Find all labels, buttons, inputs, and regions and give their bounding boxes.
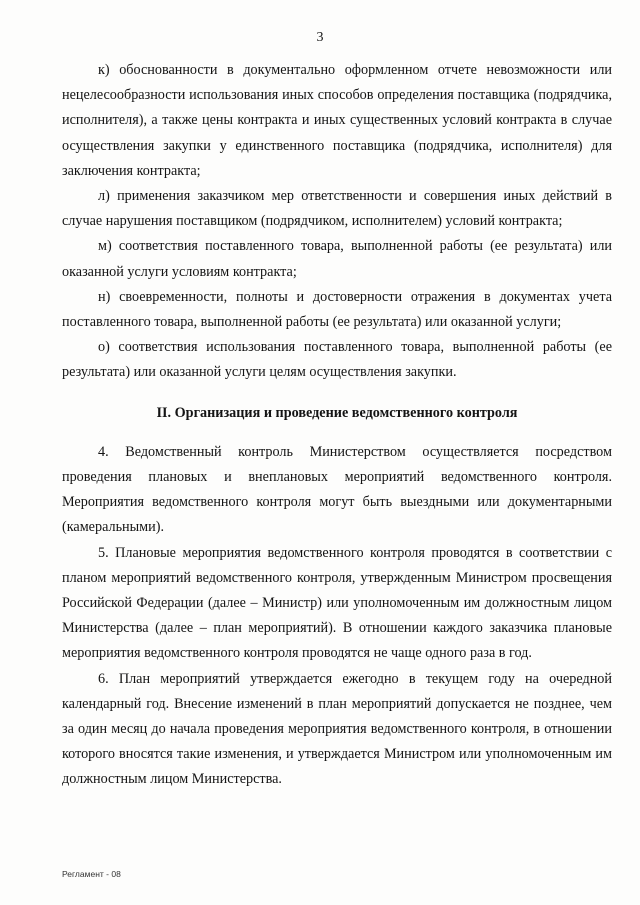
document-body	[62, 58, 612, 793]
paragraph-o: о) соответствия использования поставленного товара, выполненной работы (ее результата) или оказанной услуги целям осуществления закупки.	[62, 339, 612, 381]
paragraph-5: 5. Плановые мероприятия ведомственного контроля проводятся в соответствии с планом мероприятий ведомственного контроля, утвержденным Министром просвещения Российской Федерации (далее – Министр) или уполномоченным им должностным лицом Министерства (далее – план мероприятий). В отношении каждого заказчика плановые мероприятия ведомственного контроля проводятся не чаще одного раза в год.	[62, 544, 612, 662]
paragraph-k: к) обоснованности в документально оформленном отчете невозможности или нецелесообразности использования иных способов определения поставщика (подрядчика, исполнителя), а также цены контракта и иных существенных условий контракта в случае осуществления закупки у единственного поставщика (подрядчика, исполнителя) для заключения контракта;	[62, 62, 612, 179]
page-number: 3	[316, 30, 324, 45]
paragraph-4: 4. Ведомственный контроль Министерством осуществляется посредством проведения плановых и внеплановых мероприятий ведомственного контроля. Мероприятия ведомственного контроля могут быть выездными или документарными (камеральными).	[62, 443, 612, 536]
section-heading: II. Организация и проведение ведомственного контроля	[156, 404, 518, 421]
paragraph-m: м) соответствия поставленного товара, выполненной работы (ее результата) или оказанной услуги условиям контракта;	[62, 238, 612, 280]
footer-label: Регламент - 08	[62, 869, 121, 879]
paragraph-l: л) применения заказчиком мер ответственности и совершения иных действий в случае нарушения поставщиком (подрядчиком, исполнителем) условий контракта;	[62, 188, 612, 230]
paragraph-n: н) своевременности, полноты и достоверности отражения в документах учета поставленного товара, выполненной работы (ее результата) или оказанной услуги;	[62, 288, 612, 331]
paragraph-6: 6. План мероприятий утверждается ежегодно в текущем году на очередной календарный год. Внесение изменений в план мероприятий допускается не позднее, чем за один месяц до начала проведения мероприятия ведомственного контроля, в отношении которого вносятся такие изменения, и утверждается Министром или уполномоченным им должностным лицом Министерства.	[62, 670, 612, 788]
